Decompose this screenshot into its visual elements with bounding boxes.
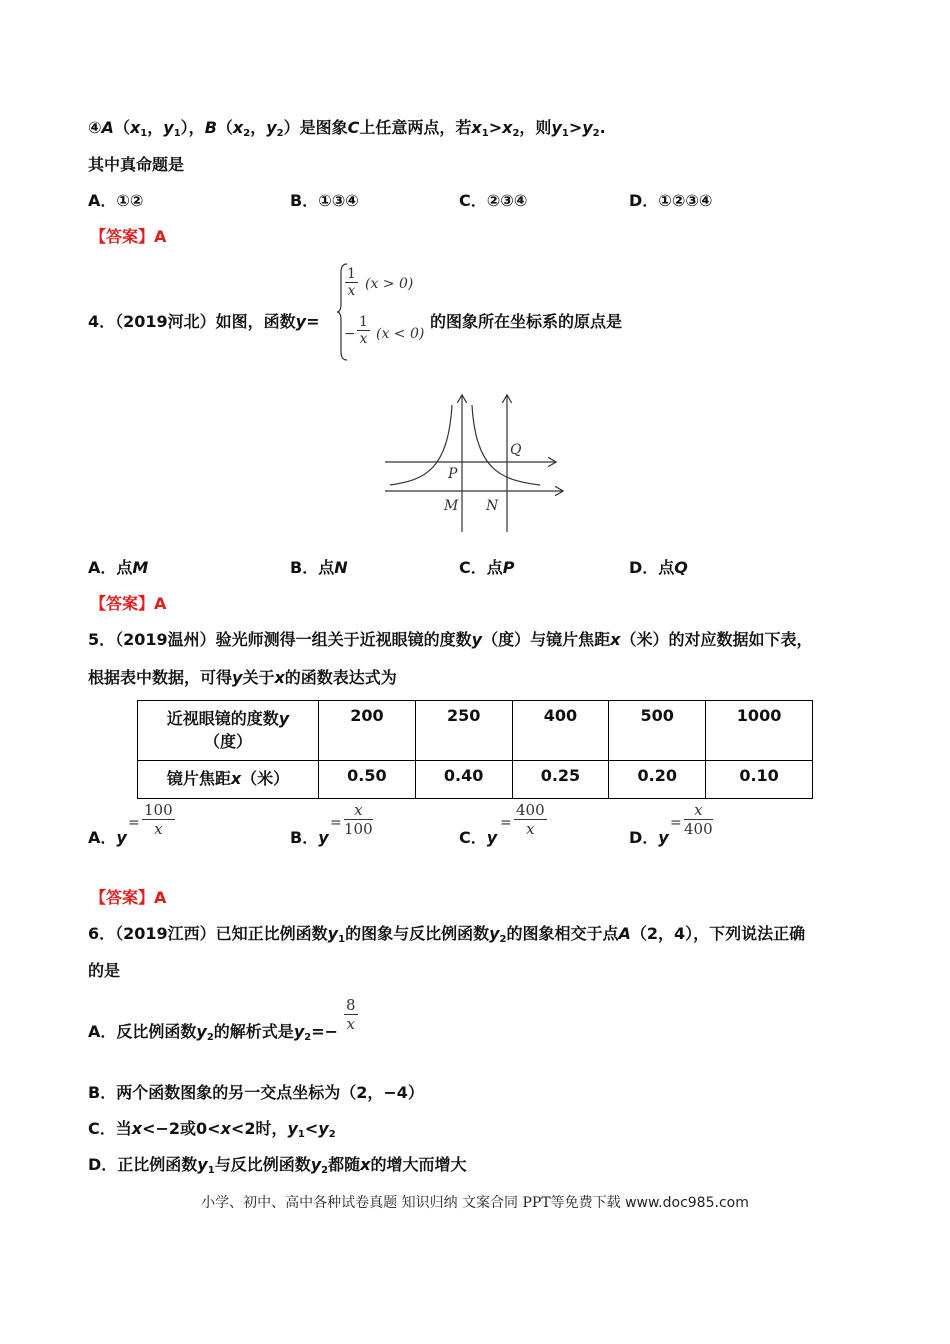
q6-line1	[88, 924, 805, 950]
subscript: 1	[207, 1165, 215, 1176]
var-y: y	[278, 709, 290, 728]
var-y: y	[318, 828, 329, 847]
q6-option-b: B．两个函数图象的另一交点坐标为（2，−4）	[88, 1083, 424, 1102]
text: A．反比例函数	[88, 1022, 197, 1041]
var-y: y	[310, 1155, 322, 1174]
text: >	[488, 118, 503, 137]
text: <−2或0<	[142, 1119, 221, 1138]
text: 根据表中数据，可得	[88, 668, 233, 687]
table-cell: 0.25	[512, 761, 609, 799]
var-y: y	[266, 118, 277, 137]
page-footer	[0, 1192, 950, 1212]
var-y: y	[327, 924, 339, 943]
equals-sign: =	[128, 815, 140, 831]
subscript: 2	[304, 1032, 312, 1043]
text: （	[216, 118, 233, 137]
subscript: 2	[276, 128, 284, 139]
var-y: y	[658, 828, 669, 847]
text: ），	[180, 118, 205, 137]
text: （	[113, 118, 130, 137]
table-cell: 250	[415, 701, 512, 761]
var-y: y	[293, 1022, 305, 1041]
var-x: x	[131, 1119, 143, 1138]
text: <2时，	[230, 1119, 288, 1138]
text: 的增大而增大	[370, 1155, 467, 1174]
q5-data-table	[137, 700, 813, 799]
label-Q: Q	[510, 442, 522, 458]
text: 与反比例函数	[214, 1155, 311, 1174]
denominator: x	[526, 820, 535, 838]
point-A: A	[101, 118, 114, 137]
text: 上任意两点，若	[359, 118, 472, 137]
var-x: x	[360, 1155, 371, 1174]
numerator: 100	[144, 801, 173, 819]
text: ，	[147, 118, 164, 137]
option-label: D．点	[629, 558, 675, 577]
table-cell: 400	[512, 701, 609, 761]
q6-option-a	[88, 1022, 338, 1048]
label-N: N	[486, 498, 499, 514]
table-cell: 0.20	[609, 761, 706, 799]
q5-option-c	[459, 828, 497, 848]
subscript: 2	[512, 128, 520, 139]
label-M: M	[444, 498, 459, 514]
equals-sign: =	[670, 815, 682, 831]
q6-line2: 的是	[88, 961, 121, 980]
subscript: 2	[243, 128, 251, 139]
text: 的函数表达式为	[284, 668, 397, 687]
q5-line2	[88, 668, 397, 688]
subscript: 2	[206, 1032, 214, 1043]
point-B: B	[204, 118, 217, 137]
denominator: x	[154, 820, 163, 838]
option-label: B．点	[290, 558, 335, 577]
q4-option-a	[88, 558, 148, 578]
q4-option-d	[629, 558, 688, 578]
q3-stem: 其中真命题是	[88, 155, 185, 174]
q3-option-c: C．②③④	[459, 191, 528, 210]
text: 关于	[242, 668, 275, 687]
q5-answer: 【答案】A	[90, 888, 167, 907]
table-cell: 0.40	[415, 761, 512, 799]
var-y: y	[295, 312, 307, 331]
q6-a-fraction	[344, 996, 358, 1033]
text: ）是图象	[283, 118, 348, 137]
text: <	[304, 1119, 319, 1138]
denominator: 100	[344, 820, 373, 838]
q3-option-d: D．①②③④	[629, 191, 713, 210]
var-y: y	[551, 118, 562, 137]
q3-option-b: B．①③④	[290, 191, 359, 210]
q5-option-b	[290, 828, 329, 848]
var-x: x	[220, 1119, 231, 1138]
piece1-condition: (x > 0)	[365, 276, 414, 292]
subscript: 1	[481, 128, 489, 139]
option-label: A．点	[88, 558, 133, 577]
point-name: P	[502, 558, 515, 577]
var-x: x	[230, 769, 242, 788]
text: （2，4），下列说法正确	[630, 924, 806, 943]
piece2-condition: (x < 0)	[376, 326, 425, 342]
equals-sign: =	[330, 815, 342, 831]
q3-answer: 【答案】A	[90, 227, 167, 246]
subscript: 2	[592, 128, 600, 139]
footer-link[interactable]: www.doc985.com	[625, 1195, 749, 1211]
graph-C: C	[347, 118, 360, 137]
var-y: y	[163, 118, 174, 137]
var-y: y	[196, 1022, 207, 1041]
option-label: D．	[629, 828, 659, 847]
numerator: 400	[516, 801, 545, 819]
text: 都随	[328, 1155, 361, 1174]
curve-right	[472, 405, 540, 485]
option-label: B．	[290, 828, 319, 847]
text: 的解析式是	[213, 1022, 294, 1041]
subscript: 2	[328, 1129, 336, 1140]
var-x: x	[502, 118, 513, 137]
text: （米）的对应数据如下表，	[620, 630, 813, 649]
numerator: x	[344, 801, 373, 820]
option-label: C．点	[459, 558, 503, 577]
q4-question	[88, 312, 320, 332]
text: D．正比例函数	[88, 1155, 198, 1174]
text: C．当	[88, 1119, 132, 1138]
text: =	[306, 312, 320, 331]
q4-question-suffix: 的图象所在坐标系的原点是	[430, 312, 623, 331]
text: （米）	[241, 769, 290, 788]
point-name: N	[334, 558, 348, 577]
text: 的图象相交于点	[506, 924, 619, 943]
point-A: A	[618, 924, 631, 943]
q6-option-c	[88, 1119, 336, 1145]
q4-option-b	[290, 558, 348, 578]
q5-option-a	[88, 828, 127, 848]
text: 镜片焦距	[166, 769, 231, 788]
var-x: x	[232, 118, 244, 137]
q5-b-fraction	[344, 801, 373, 838]
q5-a-fraction	[142, 801, 175, 838]
numerator: 1	[347, 266, 356, 282]
var-x: x	[610, 630, 621, 649]
table-row	[138, 761, 813, 799]
text: 4．（2019河北）如图，函数	[88, 312, 296, 331]
row-header	[138, 761, 319, 799]
q4-graph	[380, 390, 570, 540]
var-y: y	[287, 1119, 298, 1138]
text: （度）	[203, 732, 252, 751]
denominator: x	[347, 283, 356, 299]
text: >	[568, 118, 583, 137]
text: .	[599, 118, 606, 137]
circled-number: ④	[88, 118, 102, 137]
text: 5．（2019温州）验光师测得一组关于近视眼镜的度数	[88, 630, 472, 649]
option-label: C．	[459, 828, 487, 847]
q4-option-c	[459, 558, 514, 578]
var-y: y	[116, 828, 127, 847]
q5-c-fraction	[514, 801, 547, 838]
numerator: x	[684, 801, 713, 820]
var-x: x	[274, 668, 285, 687]
subscript: 1	[173, 128, 181, 139]
var-x: x	[471, 118, 482, 137]
table-cell: 200	[319, 701, 416, 761]
text: （度）与镜片焦距	[482, 630, 611, 649]
footer-text: 小学、初中、高中各种试卷真题 知识归纳 文案合同 PPT等免费下载	[201, 1195, 621, 1211]
var-y: y	[318, 1119, 329, 1138]
point-name: M	[132, 558, 149, 577]
text: 的图象与反比例函数	[345, 924, 490, 943]
text: =−	[311, 1022, 339, 1041]
label-P: P	[448, 466, 458, 482]
var-y: y	[197, 1155, 208, 1174]
numerator: 1	[359, 314, 368, 330]
table-cell: 500	[609, 701, 706, 761]
var-y: y	[232, 668, 243, 687]
option-label: A．	[88, 828, 117, 847]
q5-d-fraction	[684, 801, 713, 838]
var-y: y	[471, 630, 483, 649]
q5-line1	[88, 630, 812, 650]
subscript: 1	[297, 1129, 305, 1140]
q3-option-a: A．①②	[88, 191, 144, 210]
text: 6．（2019江西）已知正比例函数	[88, 924, 328, 943]
subscript: 2	[499, 934, 507, 945]
var-y: y	[582, 118, 593, 137]
text: ，	[250, 118, 267, 137]
var-y: y	[489, 924, 500, 943]
table-row	[138, 701, 813, 761]
q4-answer: 【答案】A	[90, 594, 167, 613]
subscript: 1	[140, 128, 148, 139]
text: ，则	[519, 118, 552, 137]
subscript: 1	[561, 128, 569, 139]
var-y: y	[486, 828, 498, 847]
table-cell: 1000	[706, 701, 813, 761]
q3-proposition-4	[88, 118, 606, 144]
point-name: Q	[674, 558, 688, 577]
text: 近视眼镜的度数	[166, 709, 279, 728]
denominator: 400	[684, 820, 713, 838]
curve-left	[390, 405, 452, 485]
table-cell: 0.50	[319, 761, 416, 799]
numerator: 8	[346, 996, 356, 1014]
piece1-fraction	[345, 266, 358, 299]
piece2-fraction	[357, 314, 370, 347]
q5-option-d	[629, 828, 669, 848]
subscript: 1	[338, 934, 346, 945]
piece2-sign: −	[344, 326, 356, 342]
subscript: 2	[321, 1165, 329, 1176]
var-x: x	[129, 118, 141, 137]
denominator: x	[346, 1015, 355, 1033]
table-cell: 0.10	[706, 761, 813, 799]
q6-option-d	[88, 1155, 466, 1181]
denominator: x	[359, 331, 368, 347]
equals-sign: =	[500, 815, 512, 831]
row-header	[138, 701, 319, 761]
